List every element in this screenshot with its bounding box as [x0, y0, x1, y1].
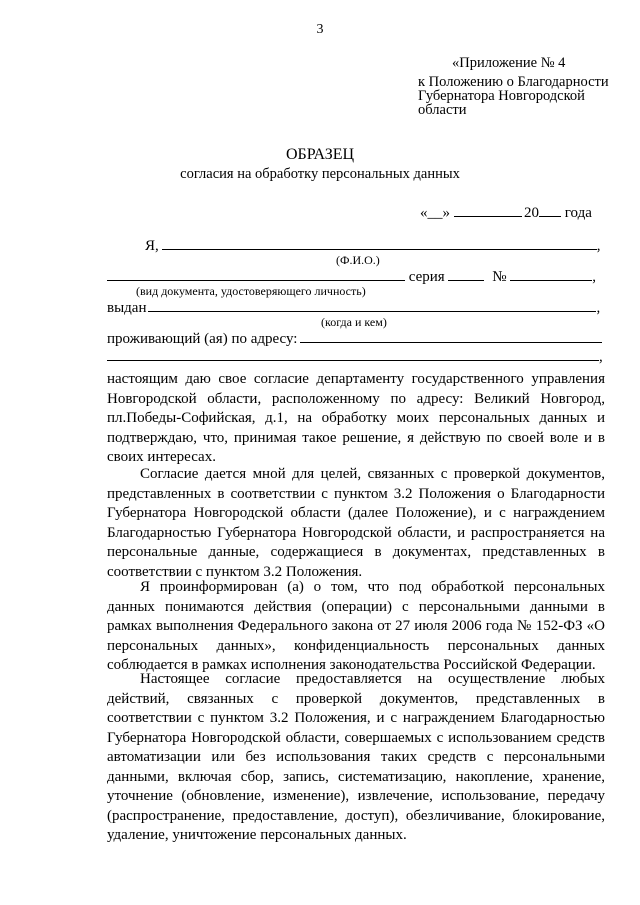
document-type-field[interactable] [107, 267, 405, 281]
issued-field[interactable] [148, 298, 596, 312]
issued-hint: (когда и кем) [321, 315, 387, 329]
issued-label: выдан [107, 300, 147, 316]
number-comma: , [592, 269, 596, 285]
date-year-prefix: 20 [524, 205, 539, 221]
appendix-line-1: к Положению о Благодарности [418, 74, 609, 90]
date-month-blank[interactable] [454, 203, 522, 217]
address-comma: , [599, 349, 603, 365]
document-hint: (вид документа, удостоверяющего личность) [136, 284, 366, 298]
date-year-blank[interactable] [539, 203, 561, 217]
series-label: серия [408, 269, 445, 285]
date-line[interactable] [420, 203, 592, 222]
address-field-2[interactable] [107, 347, 599, 361]
fio-field[interactable] [162, 236, 597, 250]
date-year-suffix: года [564, 205, 592, 221]
paragraph-purpose: Согласие дается мной для целей, связанных с проверкой документов, представленных в соответствии с пунктом 3.2 Положения о Благодарности Губернатора Новгородской области (далее Положение), и с награждением Благодарностью Губернатора Новгородской области, и распространяется на персональные данные, содержащиеся в документах, представленных в соответствии с пунктом 3.2 Положения. [107, 466, 605, 580]
paragraph-consent: настоящим даю свое согласие департаменту государственного управления Новгородской области, расположенному по адресу: Великий Новгород, пл.Победы-Софийская, д.1, на обработку моих персональных данных и подтверждаю, что, принимая такое решение, я действую по своей воле и в своих интересах. [107, 371, 605, 465]
series-field[interactable] [448, 267, 484, 281]
appendix-line-3: области [418, 102, 467, 118]
address-field[interactable] [300, 329, 602, 343]
date-day: «__» [420, 205, 450, 221]
number-field[interactable] [510, 267, 592, 281]
number-label: № [492, 269, 507, 285]
appendix-line-2: Губернатора Новгородской [418, 88, 585, 104]
page-number: 3 [316, 22, 324, 37]
paragraph-informed: Я проинформирован (а) о том, что под обработкой персональных данных понимаются действия (операции) с персональными данными в рамках выполнения Федерального закона от 27 июля 2006 года № 152-ФЗ «О персональных данных», конфиденциальность персональных данных соблюдается в рамках исполнения законодательства Российской Федерации. [107, 579, 605, 673]
fio-hint: (Ф.И.О.) [336, 253, 380, 267]
paragraph-scope: Настоящее согласие предоставляется на осуществление любых действий, связанных с проверкой документов, представленных в соответствии с пунктом 3.2 Положения, и с награждением Благодарностью Губернатора Новгородской области, совершаемых с использованием средств автоматизации или без использования таких средств с персональными данными, включая сбор, запись, систематизацию, накопление, хранение, уточнение (обновление, изменение), извлечение, использование, передачу (распространение, предоставление, доступ), обезличивание, блокирование, удаление, уничтожение персональных данных. [107, 671, 605, 843]
appendix-title: «Приложение № 4 [452, 55, 566, 71]
document-title: ОБРАЗЕЦ [285, 146, 355, 163]
i-label: Я, [145, 238, 159, 254]
address-row-2 [107, 347, 603, 366]
issued-comma: , [596, 300, 601, 316]
document-subtitle: согласия на обработку персональных данных [180, 166, 460, 182]
address-row [107, 329, 602, 348]
fio-comma: , [596, 238, 601, 254]
address-label: проживающий (ая) по адресу: [107, 331, 298, 347]
